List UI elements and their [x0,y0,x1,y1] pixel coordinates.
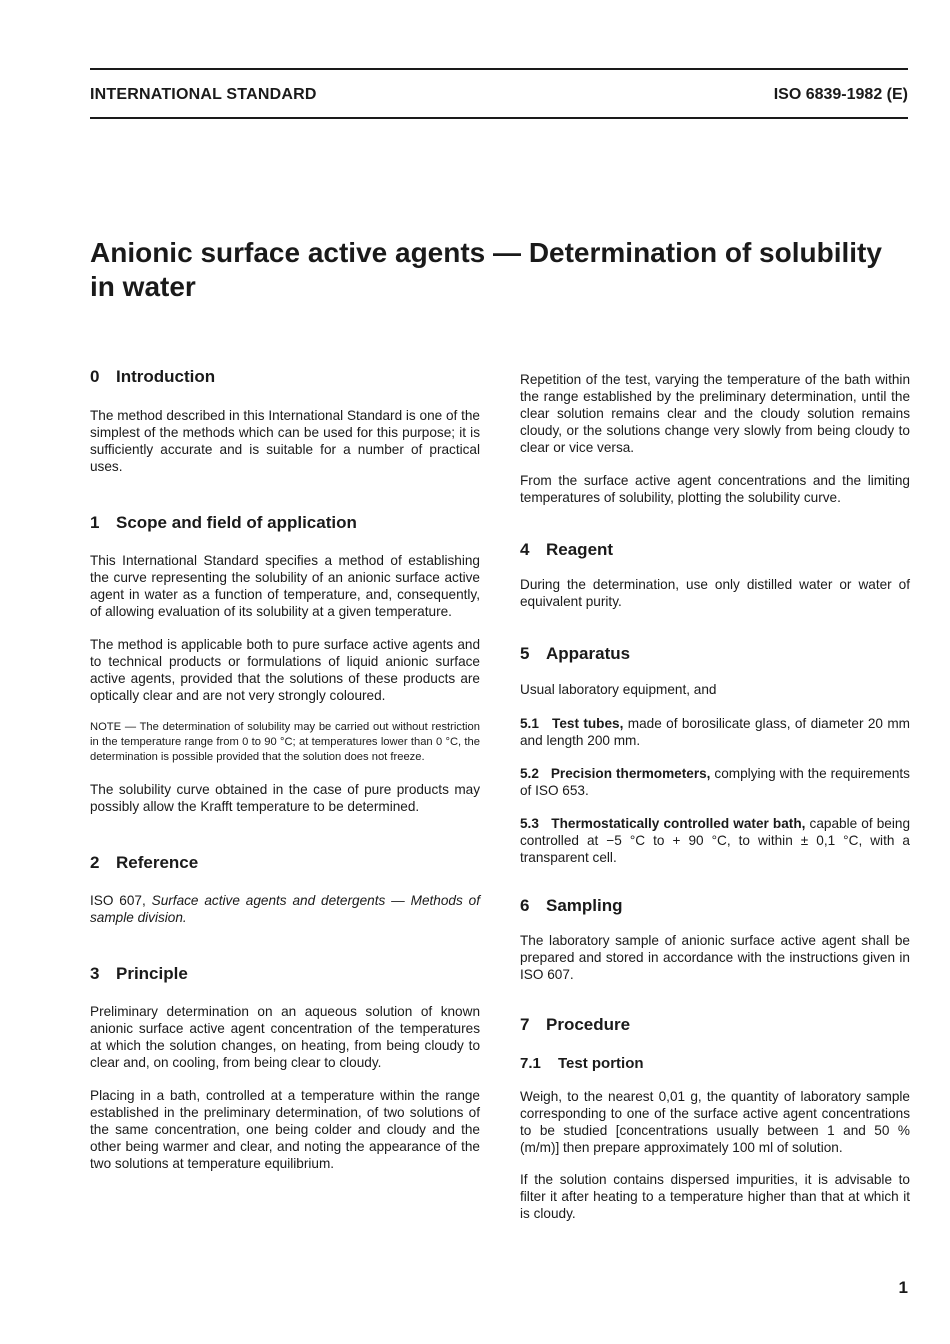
subsection-7-1-heading [520,1055,910,1072]
section-number: 3 [90,964,100,983]
principle-paragraph-3: Repetition of the test, varying the temperature of the bath within the range established by the preliminary determination, until the clear solution remains clear and the cloudy solution remains cloudy, or the solutions change very slowly from being cloudy to clear or vice versa. [520,372,910,455]
page-title: Anionic surface active agents — Determination of solubility in water [90,237,882,302]
section-title: Reagent [546,540,614,559]
section-2-heading [90,853,480,873]
principle-paragraph-2: Placing in a bath, controlled at a temperature within the range established in the preliminary determination, of two solutions of the same concentration, one being colder and cloudy and the other being warmer and clear, and noting the appearance of the two solutions at temperature equilibrium. [90,1088,480,1171]
apparatus-intro: Usual laboratory equipment, and [520,682,717,697]
clause-text: capable of being controlled at −5 °C to + 90 °C, to within ± 0,1 °C, with a transparent cell. [520,816,910,865]
section-number: 7 [520,1015,530,1034]
section-title: Apparatus [546,644,631,663]
subsection-number: 7.1 [520,1055,541,1072]
section-1-heading [90,513,480,533]
left-column [90,366,480,1172]
section-6-heading [520,896,910,916]
standard-reference: ISO 6839-1982 (E) [773,86,908,103]
section-number: 6 [520,896,530,915]
introduction-paragraph: The method described in this International Standard is one of the simplest of the methods which can be used for this purpose; it is sufficiently accurate and is suitable for a number of practical uses. [90,408,480,474]
section-title: Scope and field of application [116,513,357,532]
section-7-heading [520,1015,910,1035]
section-3-heading [90,964,480,984]
section-4-heading [520,540,910,560]
section-title: Principle [116,964,188,983]
subsection-title: Test portion [558,1055,644,1072]
top-rule [90,68,908,70]
clause-term: Precision thermometers, [550,766,711,781]
section-5-heading [520,644,910,664]
clause-number: 5.2 [520,766,539,781]
applicability-paragraph: The method is applicable both to pure surface active agents and to technical products or formulations of liquid anionic surface active agents, provided that the solutions of these products are optically clear and are not very strongly coloured. [90,637,480,703]
section-number: 2 [90,853,100,872]
clause-term: Test tubes, [552,716,624,731]
section-title: Reference [116,853,199,872]
clause-number: 5.3 [520,816,539,831]
scope-paragraph: This International Standard specifies a method of establishing the curve representing the solubility of an anionic surface active agent in water as a function of temperature, and, consequently, of allowing evaluation of its solubility at a given temperature. [90,553,480,619]
section-number: 1 [90,513,100,532]
header-rule [90,117,908,119]
document-type-label: INTERNATIONAL STANDARD [90,86,317,103]
right-column [520,371,910,1222]
sampling-paragraph: The laboratory sample of anionic surface active agent shall be prepared and stored in accordance with the instructions given in ISO 607. [520,933,910,982]
section-number: 0 [90,367,100,386]
section-title: Introduction [116,367,216,386]
apparatus-item-5-3 [520,815,910,866]
reference-title: Surface active agents and detergents — Methods of sample division. [90,893,480,925]
principle-paragraph-4: From the surface active agent concentrations and the limiting temperatures of solubility, plotting the solubility curve. [520,473,910,505]
clause-term: Thermostatically controlled water bath, [551,816,806,831]
principle-paragraph-1: Preliminary determination on an aqueous solution of known anionic surface active agent concentration of the temperatures at which the solution changes, on heating, from being cloudy to clear and, on cooling, from being clear to cloudy. [90,1004,480,1070]
section-title: Sampling [546,896,623,915]
krafft-paragraph: The solubility curve obtained in the case of pure products may possibly allow the Krafft temperature to be determined. [90,782,480,814]
section-0-heading [90,367,480,387]
apparatus-item-5-2 [520,765,910,799]
page-number: 1 [898,1278,908,1297]
clause-text: complying with the requirements of ISO 653. [520,766,910,798]
reference-paragraph [90,892,480,926]
reagent-paragraph: During the determination, use only distilled water or water of equivalent purity. [520,577,910,609]
section-title: Procedure [546,1015,631,1034]
test-portion-paragraph: Weigh, to the nearest 0,01 g, the quantity of laboratory sample corresponding to one of the surface active agent concentrations to be studied [concentrations usually between 1 and 50 % (m/m)] then prepare approximately 100 ml of solution. [520,1089,910,1155]
section-number: 5 [520,644,530,663]
clause-number: 5.1 [520,716,539,731]
note-paragraph: NOTE — The determination of solubility may be carried out without restriction in the temperature range from 0 to 90 °C; at temperatures lower than 0 °C, the determination is possible provided that the solution does not freeze. [90,721,480,763]
reference-number: ISO 607, [90,893,152,908]
filtering-paragraph: If the solution contains dispersed impurities, it is advisable to filter it after heating to a temperature higher than that at which it is cloudy. [520,1172,910,1221]
clause-text: made of borosilicate glass, of diameter 20 mm and length 200 mm. [520,716,910,748]
section-number: 4 [520,540,530,559]
apparatus-item-5-1 [520,715,910,749]
